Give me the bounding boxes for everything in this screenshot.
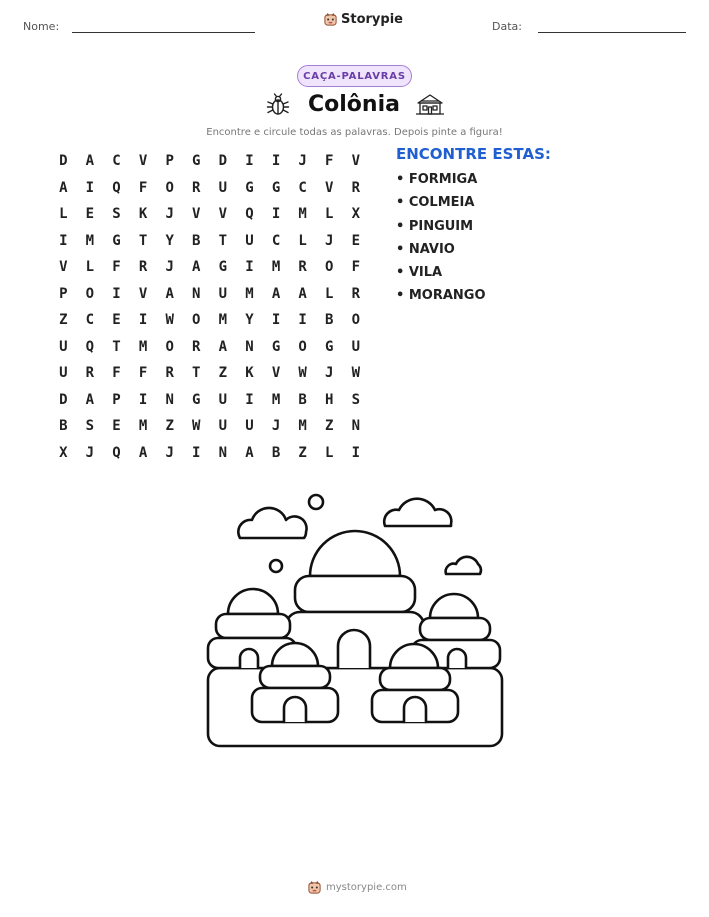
cloud-left xyxy=(238,508,306,538)
grid-letter[interactable]: G xyxy=(325,338,334,355)
grid-letter[interactable]: F xyxy=(138,179,148,196)
bug-icon xyxy=(265,93,291,119)
grid-letter[interactable]: G xyxy=(192,391,201,408)
grid-letter[interactable]: M xyxy=(138,338,148,355)
grid-letter[interactable]: Z xyxy=(218,365,228,382)
grid-letter[interactable]: U xyxy=(218,179,228,196)
grid-letter[interactable]: D xyxy=(59,153,68,170)
grid-letter[interactable]: G xyxy=(245,179,254,196)
grid-letter[interactable]: D xyxy=(59,391,68,408)
grid-letter[interactable]: A xyxy=(271,285,281,302)
grid-letter[interactable]: H xyxy=(325,391,334,408)
grid-letter[interactable]: P xyxy=(112,391,121,408)
grid-letter[interactable]: J xyxy=(85,444,95,461)
grid-letter[interactable]: B xyxy=(192,232,201,249)
page-title: Colônia xyxy=(308,92,400,117)
grid-letter[interactable]: U xyxy=(218,391,228,408)
grid-letter[interactable]: R xyxy=(351,179,361,196)
grid-letter[interactable]: W xyxy=(298,365,307,382)
date-label: Data: xyxy=(492,20,522,33)
grid-letter[interactable]: U xyxy=(218,285,228,302)
instructions: Encontre e circule todas as palavras. Depois pinte a figura! xyxy=(206,127,503,138)
grid-letter[interactable]: A xyxy=(165,285,174,302)
grid-letter[interactable]: P xyxy=(165,153,174,170)
grid-letter[interactable]: B xyxy=(298,391,307,408)
grid-letter[interactable]: O xyxy=(165,179,174,196)
grid-letter[interactable]: A xyxy=(85,391,95,408)
grid-letter[interactable]: K xyxy=(138,206,148,223)
grid-letter[interactable]: F xyxy=(351,259,361,276)
grid-row xyxy=(50,148,369,175)
grid-letter[interactable]: F xyxy=(138,365,148,382)
bubble xyxy=(309,495,323,509)
grid-letter[interactable]: A xyxy=(192,259,201,276)
grid-letter[interactable]: V xyxy=(218,206,228,223)
grid-letter[interactable]: G xyxy=(192,153,201,170)
grid-letter[interactable]: Y xyxy=(245,312,254,329)
grid-letter[interactable]: I xyxy=(138,391,148,408)
grid-letter[interactable]: D xyxy=(218,153,228,170)
grid-letter[interactable]: I xyxy=(59,232,68,249)
grid-letter[interactable]: R xyxy=(192,179,201,196)
grid-letter[interactable]: A xyxy=(218,338,228,355)
grid-letter[interactable]: N xyxy=(165,391,174,408)
grid-letter[interactable]: A xyxy=(59,179,68,196)
grid-letter[interactable]: J xyxy=(165,206,174,223)
word-item: • COLMEIA xyxy=(396,195,475,211)
grid-letter[interactable]: B xyxy=(325,312,334,329)
grid-letter[interactable]: M xyxy=(271,259,281,276)
grid-letter[interactable]: T xyxy=(112,338,121,355)
grid-letter[interactable]: J xyxy=(325,232,334,249)
house-icon xyxy=(415,93,445,117)
grid-row xyxy=(50,413,369,440)
grid-letter[interactable]: O xyxy=(192,312,201,329)
grid-row xyxy=(50,334,369,361)
grid-letter[interactable]: V xyxy=(59,259,68,276)
grid-letter[interactable]: Q xyxy=(85,338,95,355)
grid-letter[interactable]: C xyxy=(271,232,281,249)
letter-grid[interactable] xyxy=(50,148,369,466)
grid-letter[interactable]: U xyxy=(245,418,254,435)
grid-letter[interactable]: Z xyxy=(325,418,334,435)
grid-letter[interactable]: F xyxy=(112,365,121,382)
grid-letter[interactable]: L xyxy=(85,259,95,276)
grid-letter[interactable]: O xyxy=(351,312,361,329)
grid-letter[interactable]: S xyxy=(351,391,361,408)
grid-row xyxy=(50,440,369,467)
grid-letter[interactable]: I xyxy=(112,285,121,302)
word-list-title: ENCONTRE ESTAS: xyxy=(396,145,551,163)
brand xyxy=(323,12,403,27)
grid-letter[interactable]: O xyxy=(298,338,307,355)
grid-letter[interactable]: I xyxy=(245,391,254,408)
grid-letter[interactable]: F xyxy=(112,259,121,276)
grid-letter[interactable]: J xyxy=(165,444,174,461)
grid-letter[interactable]: C xyxy=(85,312,95,329)
grid-letter[interactable]: C xyxy=(298,179,307,196)
grid-letter[interactable]: J xyxy=(271,418,281,435)
cloud-small xyxy=(446,557,481,574)
grid-letter[interactable]: J xyxy=(165,259,174,276)
grid-row xyxy=(50,175,369,202)
grid-letter[interactable]: R xyxy=(85,365,95,382)
grid-letter[interactable]: E xyxy=(351,232,361,249)
grid-letter[interactable]: L xyxy=(298,232,307,249)
grid-letter[interactable]: X xyxy=(59,444,68,461)
grid-letter[interactable]: W xyxy=(192,418,201,435)
grid-letter[interactable]: N xyxy=(351,418,361,435)
grid-letter[interactable]: I xyxy=(245,153,254,170)
grid-letter[interactable]: R xyxy=(298,259,307,276)
storypie-logo-icon xyxy=(307,880,322,895)
grid-letter[interactable]: V xyxy=(271,365,281,382)
grid-letter[interactable]: G xyxy=(271,338,281,355)
grid-letter[interactable]: W xyxy=(351,365,361,382)
grid-letter[interactable]: K xyxy=(245,365,254,382)
grid-letter[interactable]: Q xyxy=(112,444,121,461)
grid-letter[interactable]: U xyxy=(351,338,361,355)
footer-link[interactable]: mystorypie.com xyxy=(326,882,407,893)
grid-letter[interactable]: O xyxy=(325,259,334,276)
grid-letter[interactable]: N xyxy=(218,444,228,461)
grid-letter[interactable]: M xyxy=(298,206,307,223)
grid-letter[interactable]: I xyxy=(138,312,148,329)
grid-letter[interactable]: M xyxy=(245,285,254,302)
grid-letter[interactable]: L xyxy=(325,444,334,461)
grid-letter[interactable]: E xyxy=(85,206,95,223)
grid-letter[interactable]: A xyxy=(138,444,148,461)
cloud-right xyxy=(384,499,451,526)
word-item: • MORANGO xyxy=(396,288,486,304)
grid-letter[interactable]: J xyxy=(298,153,307,170)
grid-letter[interactable]: U xyxy=(59,338,68,355)
grid-letter[interactable]: M xyxy=(271,391,281,408)
grid-letter[interactable]: N xyxy=(245,338,254,355)
grid-letter[interactable]: I xyxy=(351,444,361,461)
storypie-logo-icon xyxy=(323,12,338,27)
grid-letter[interactable]: M xyxy=(138,418,148,435)
grid-letter[interactable]: U xyxy=(218,418,228,435)
grid-row xyxy=(50,360,369,387)
grid-letter[interactable]: M xyxy=(298,418,307,435)
grid-letter[interactable]: S xyxy=(85,418,95,435)
grid-letter[interactable]: X xyxy=(351,206,361,223)
grid-letter[interactable]: V xyxy=(192,206,201,223)
grid-letter[interactable]: B xyxy=(59,418,68,435)
colony-illustration xyxy=(200,490,510,750)
grid-letter[interactable]: I xyxy=(271,312,281,329)
grid-row xyxy=(50,387,369,414)
footer xyxy=(307,880,407,895)
grid-letter[interactable]: I xyxy=(271,153,281,170)
grid-letter[interactable]: C xyxy=(112,153,121,170)
grid-letter[interactable]: U xyxy=(245,232,254,249)
grid-letter[interactable]: J xyxy=(325,365,334,382)
grid-letter[interactable]: G xyxy=(112,232,121,249)
grid-letter[interactable]: E xyxy=(112,418,121,435)
word-item: • VILA xyxy=(396,265,443,281)
word-item: • NAVIO xyxy=(396,241,455,257)
grid-letter[interactable]: M xyxy=(218,312,228,329)
grid-letter[interactable]: W xyxy=(165,312,174,329)
date-line[interactable] xyxy=(538,32,686,33)
grid-letter[interactable]: A xyxy=(245,444,254,461)
grid-letter[interactable]: R xyxy=(351,285,361,302)
grid-letter[interactable]: O xyxy=(165,338,174,355)
grid-letter[interactable]: V xyxy=(325,179,334,196)
name-label: Nome: xyxy=(23,20,60,33)
grid-row xyxy=(50,254,369,281)
grid-row xyxy=(50,228,369,255)
grid-letter[interactable]: A xyxy=(298,285,307,302)
grid-letter[interactable]: T xyxy=(138,232,148,249)
word-list xyxy=(396,172,486,312)
grid-letter[interactable]: I xyxy=(85,179,95,196)
grid-letter[interactable]: O xyxy=(85,285,95,302)
word-item: • FORMIGA xyxy=(396,172,478,187)
grid-row xyxy=(50,281,369,308)
grid-letter[interactable]: T xyxy=(218,232,228,249)
grid-letter[interactable]: A xyxy=(85,153,95,170)
grid-row xyxy=(50,307,369,334)
word-item: • PINGUIM xyxy=(396,218,474,234)
grid-row xyxy=(50,201,369,228)
grid-letter[interactable]: Q xyxy=(112,179,121,196)
bubble xyxy=(270,560,282,572)
grid-letter[interactable]: G xyxy=(271,179,281,196)
grid-letter[interactable]: V xyxy=(138,153,148,170)
category-badge: CAÇA-PALAVRAS xyxy=(297,65,412,87)
grid-letter[interactable]: R xyxy=(138,259,148,276)
name-line[interactable] xyxy=(72,32,255,33)
grid-letter[interactable]: G xyxy=(218,259,228,276)
grid-letter[interactable]: R xyxy=(192,338,201,355)
grid-letter[interactable]: V xyxy=(138,285,148,302)
grid-letter[interactable]: U xyxy=(59,365,68,382)
grid-letter[interactable]: Q xyxy=(245,206,254,223)
grid-letter[interactable]: Z xyxy=(298,444,307,461)
grid-letter[interactable]: B xyxy=(271,444,281,461)
grid-letter[interactable]: I xyxy=(192,444,201,461)
grid-letter[interactable]: P xyxy=(59,285,68,302)
grid-letter[interactable]: L xyxy=(325,206,334,223)
grid-letter[interactable]: Z xyxy=(59,312,68,329)
brand-name: Storypie xyxy=(341,12,403,27)
grid-letter[interactable]: L xyxy=(59,206,68,223)
grid-letter[interactable]: M xyxy=(85,232,95,249)
grid-letter[interactable]: E xyxy=(112,312,121,329)
grid-letter[interactable]: S xyxy=(112,206,121,223)
grid-letter[interactable]: I xyxy=(298,312,307,329)
grid-letter[interactable]: I xyxy=(271,206,281,223)
grid-letter[interactable]: L xyxy=(325,285,334,302)
grid-letter[interactable]: V xyxy=(351,153,361,170)
grid-letter[interactable]: F xyxy=(325,153,334,170)
grid-letter[interactable]: I xyxy=(245,259,254,276)
grid-letter[interactable]: N xyxy=(192,285,201,302)
grid-letter[interactable]: Y xyxy=(165,232,174,249)
grid-letter[interactable]: Z xyxy=(165,418,174,435)
grid-letter[interactable]: T xyxy=(192,365,201,382)
grid-letter[interactable]: R xyxy=(165,365,174,382)
